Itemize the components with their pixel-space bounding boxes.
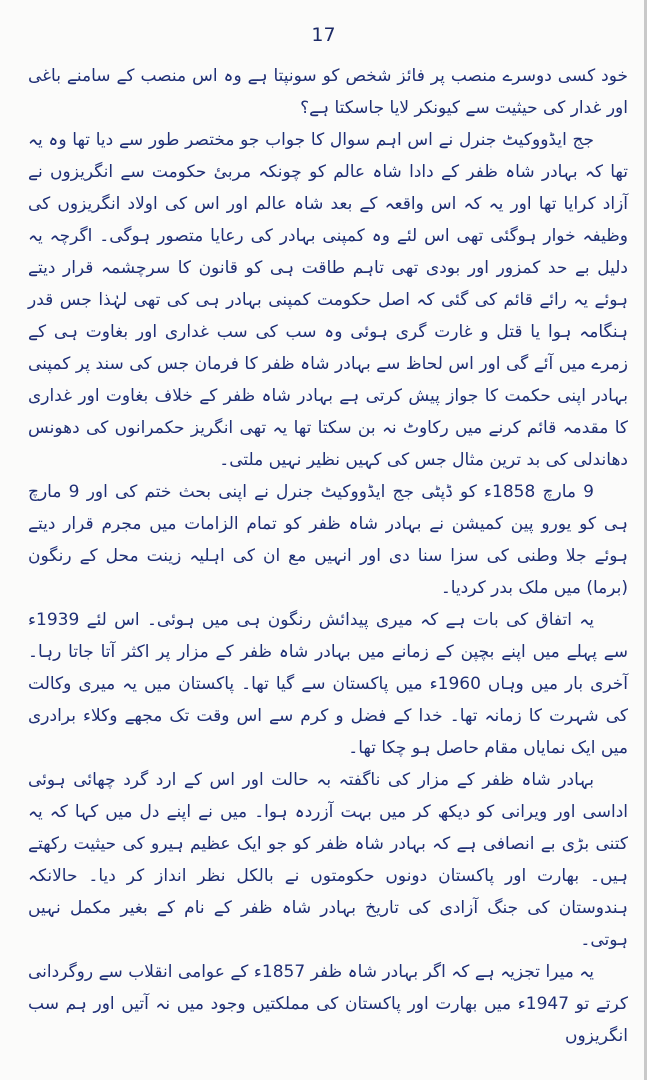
paragraph-5: بہادر شاہ ظفر کے مزار کی ناگفتہ بہ حالت اور اس کے ارد گرد چھائی ہوئی اداسی اور ویرانی کو دیکھ کر میں بہت آزردہ ہوا۔ میں نے اپنے دل میں کہا کہ یہ کتنی بڑی بے انصافی ہے کہ بہادر شاہ ظفر کو جو ایک عظیم ہیرو کی حیثیت رکھتے ہیں۔ بھارت اور پاکستان دونوں حکومتوں نے بالکل نظر انداز کر دیا۔ حالانکہ ہندوستان کی جنگ آزادی کی تاریخ بہادر شاہ ظفر کے نام کے بغیر مکمل نہیں ہوتی۔ — [28, 770, 628, 950]
page-body-text — [28, 60, 628, 1052]
paragraph-3: 9 مارچ 1858ء کو ڈپٹی جج ایڈووکیٹ جنرل نے اپنی بحث ختم کی اور 9 مارچ ہی کو یورو پین کمیشن نے بہادر شاہ ظفر کو تمام الزامات میں مجرم قرار دیتے ہوئے جلا وطنی کی سزا سنا دی اور انہیں مع ان کی اہلیہ زینت محل کے رنگون (برما) میں ملک بدر کردیا۔ — [28, 482, 628, 598]
paragraph-2: جج ایڈووکیٹ جنرل نے اس اہم سوال کا جواب جو مختصر طور سے دیا تھا وہ یہ تھا کہ بہادر شاہ ظفر کے دادا شاہ عالم کو چونکہ مربیٔ حکومت سے انگریزوں نے آزاد کرایا تھا اور یہ کہ اس واقعہ کے بعد شاہ عالم اور اس کی اولاد انگریزوں کی وظیفہ خوار ہوگئی تھی اس لئے وہ کمپنی بہادر کی رعایا متصور ہوگی۔ اگرچہ یہ دلیل بے حد کمزور اور بودی تھی تاہم طاقت ہی کو قانون کا سرچشمہ قرار دیتے ہوئے یہ رائے قائم کی گئی کہ اصل حکومت کمپنی بہادر ہی کی تھی لہٰذا جس قدر ہنگامہ ہوا یا قتل و غارت گری ہوئی وہ سب کی سب غداری اور بغاوت ہی کے زمرے میں آئے گی اور اس لحاظ سے بہادر شاہ ظفر کا فرمان جس کی سند پر کمپنی بہادر اپنی حکمت کا جواز پیش کرتی ہے بہادر شاہ ظفر کے خلاف بغاوت اور غداری کا مقدمہ قائم کرنے میں رکاوٹ نہ بن سکتا تھا یہ تھی انگریز حکمرانوں کی دھونس دھاندلی کی بد ترین مثال جس کی کہیں نظیر نہیں ملتی۔ — [28, 130, 628, 470]
paragraph-1: خود کسی دوسرے منصب پر فائز شخص کو سونپتا ہے وہ اس منصب کے سامنے باغی اور غدار کی حیثیت سے کیونکر لایا جاسکتا ہے؟ — [28, 66, 628, 118]
page-number: 17 — [311, 24, 336, 46]
paragraph-4: یہ اتفاق کی بات ہے کہ میری پیدائش رنگون ہی میں ہوئی۔ اس لئے 1939ء سے پہلے میں اپنے بچپن کے زمانے میں بہادر شاہ ظفر کے مزار پر اکثر آتا جاتا رہا۔ آخری بار میں وہاں 1960ء میں پاکستان سے گیا تھا۔ پاکستان میں یہ میری وکالت کی شہرت کا زمانہ تھا۔ خدا کے فضل و کرم سے اس وقت تک مجھے وکلاء برادری میں ایک نمایاں مقام حاصل ہو چکا تھا۔ — [28, 610, 628, 758]
paragraph-6: یہ میرا تجزیہ ہے کہ اگر بہادر شاہ ظفر 1857ء کے عوامی انقلاب سے روگردانی کرتے تو 1947ء میں بھارت اور پاکستان کی مملکتیں وجود میں نہ آتیں اور ہم سب انگریزوں — [28, 962, 628, 1046]
